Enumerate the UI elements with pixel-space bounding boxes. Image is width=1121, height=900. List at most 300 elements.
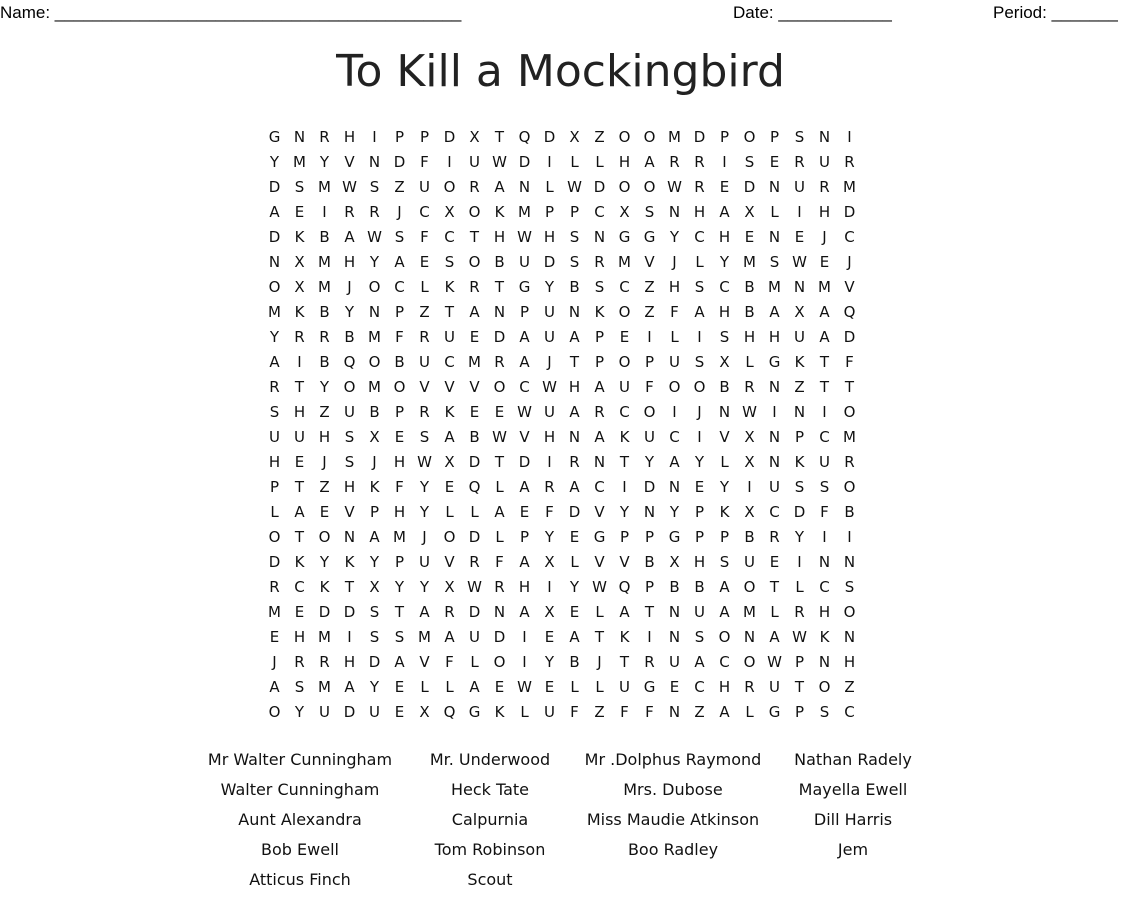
grid-letter: F xyxy=(620,702,629,721)
grid-letter: H xyxy=(343,477,356,496)
grid-letter: K xyxy=(319,577,330,596)
grid-letter: V xyxy=(419,377,430,396)
grid-letter: D xyxy=(468,527,481,546)
grid-letter: V xyxy=(444,552,455,571)
grid-letter: U xyxy=(694,602,705,621)
grid-letter: O xyxy=(718,627,731,646)
grid-letter: A xyxy=(344,227,355,246)
grid-letter: O xyxy=(743,652,756,671)
grid-letter: N xyxy=(768,377,781,396)
grid-letter: Y xyxy=(419,502,430,521)
grid-letter: T xyxy=(494,452,505,471)
grid-letter: Z xyxy=(694,702,705,721)
grid-letter: E xyxy=(419,252,430,271)
grid-letter: A xyxy=(694,652,705,671)
grid-letter: H xyxy=(543,227,556,246)
grid-letter: U xyxy=(269,427,280,446)
grid-letter: S xyxy=(694,277,705,296)
grid-letter: R xyxy=(644,652,655,671)
grid-letter: E xyxy=(569,602,580,621)
grid-letter: A xyxy=(519,352,530,371)
grid-letter: O xyxy=(443,177,456,196)
grid-letter: R xyxy=(819,177,830,196)
grid-letter: C xyxy=(444,227,455,246)
grid-letter: U xyxy=(794,327,805,346)
grid-letter: K xyxy=(619,627,630,646)
grid-letter: Y xyxy=(319,552,330,571)
grid-letter: R xyxy=(569,452,580,471)
grid-letter: S xyxy=(369,627,380,646)
grid-letter: U xyxy=(744,552,755,571)
grid-letter: H xyxy=(393,502,406,521)
grid-letter: M xyxy=(743,602,756,621)
grid-letter: M xyxy=(318,177,331,196)
period-field: Period: _______ xyxy=(993,3,1118,22)
grid-letter: L xyxy=(770,202,779,221)
grid-letter: T xyxy=(594,627,605,646)
grid-letter: K xyxy=(344,552,355,571)
grid-letter: H xyxy=(293,627,306,646)
grid-letter: X xyxy=(744,427,755,446)
word-bank-item: Bob Ewell xyxy=(261,840,339,859)
grid-letter: Y xyxy=(794,527,805,546)
grid-letter: R xyxy=(669,152,680,171)
grid-letter: B xyxy=(344,327,355,346)
grid-letter: M xyxy=(318,277,331,296)
grid-letter: U xyxy=(519,252,530,271)
grid-letter: C xyxy=(769,502,780,521)
grid-letter: B xyxy=(644,552,655,571)
grid-letter: B xyxy=(744,302,755,321)
grid-letter: W xyxy=(517,227,532,246)
grid-letter: H xyxy=(818,602,831,621)
grid-letter: Z xyxy=(644,277,655,296)
grid-letter: P xyxy=(394,302,405,321)
grid-letter: O xyxy=(443,527,456,546)
grid-letter: O xyxy=(643,177,656,196)
grid-letter: D xyxy=(368,652,381,671)
grid-letter: S xyxy=(819,702,830,721)
grid-letter: H xyxy=(343,252,356,271)
grid-letter: S xyxy=(294,677,305,696)
grid-letter: V xyxy=(644,252,655,271)
grid-letter: T xyxy=(794,677,805,696)
grid-letter: U xyxy=(669,352,680,371)
grid-letter: T xyxy=(569,352,580,371)
grid-letter: D xyxy=(518,152,531,171)
grid-letter: P xyxy=(794,427,805,446)
grid-letter: D xyxy=(318,602,331,621)
grid-letter: O xyxy=(668,377,681,396)
grid-letter: P xyxy=(519,302,530,321)
word-bank-item: Mr .Dolphus Raymond xyxy=(584,750,762,769)
grid-letter: K xyxy=(619,427,630,446)
grid-letter: C xyxy=(394,277,405,296)
grid-letter: N xyxy=(843,552,856,571)
grid-letter: Y xyxy=(344,302,355,321)
grid-letter: R xyxy=(844,152,855,171)
grid-letter: R xyxy=(494,352,505,371)
grid-letter: F xyxy=(395,327,404,346)
grid-letter: A xyxy=(269,202,280,221)
grid-letter: H xyxy=(818,202,831,221)
grid-letter: R xyxy=(294,327,305,346)
page-title: To Kill a Mockingbird xyxy=(336,46,785,97)
grid-letter: E xyxy=(269,627,280,646)
grid-letter: A xyxy=(694,302,705,321)
grid-letter: E xyxy=(744,227,755,246)
grid-letter: E xyxy=(469,402,480,421)
grid-letter: C xyxy=(819,577,830,596)
grid-letter: A xyxy=(644,152,655,171)
grid-letter: M xyxy=(768,277,781,296)
grid-letter: Y xyxy=(294,702,305,721)
grid-letter: S xyxy=(594,277,605,296)
grid-letter: V xyxy=(719,427,730,446)
grid-letter: M xyxy=(293,152,306,171)
grid-letter: V xyxy=(594,552,605,571)
grid-letter: O xyxy=(318,527,331,546)
grid-letter: R xyxy=(594,252,605,271)
date-field: Date: ____________ xyxy=(733,3,892,22)
grid-letter: D xyxy=(543,252,556,271)
grid-letter: N xyxy=(368,302,381,321)
grid-letter: I xyxy=(522,627,527,646)
grid-letter: P xyxy=(394,552,405,571)
grid-letter: I xyxy=(347,627,352,646)
grid-letter: I xyxy=(847,527,852,546)
grid-letter: E xyxy=(519,502,530,521)
grid-letter: Y xyxy=(544,277,555,296)
grid-letter: O xyxy=(843,602,856,621)
grid-letter: T xyxy=(619,652,630,671)
grid-letter: I xyxy=(697,327,702,346)
grid-letter: E xyxy=(394,427,405,446)
grid-letter: L xyxy=(470,652,479,671)
grid-letter: M xyxy=(318,627,331,646)
grid-letter: D xyxy=(343,702,356,721)
grid-letter: U xyxy=(619,377,630,396)
grid-letter: P xyxy=(594,327,605,346)
grid-letter: L xyxy=(445,677,454,696)
grid-letter: F xyxy=(420,227,429,246)
grid-letter: D xyxy=(443,127,456,146)
grid-letter: H xyxy=(668,277,681,296)
grid-letter: M xyxy=(518,202,531,221)
grid-letter: G xyxy=(643,677,656,696)
grid-letter: W xyxy=(792,252,807,271)
grid-letter: M xyxy=(393,527,406,546)
grid-letter: I xyxy=(622,477,627,496)
grid-letter: C xyxy=(719,277,730,296)
grid-letter: D xyxy=(693,127,706,146)
grid-letter: N xyxy=(768,427,781,446)
grid-letter: S xyxy=(344,452,355,471)
grid-letter: B xyxy=(719,377,730,396)
grid-letter: P xyxy=(394,127,405,146)
grid-letter: N xyxy=(493,602,506,621)
grid-letter: G xyxy=(468,702,481,721)
grid-letter: N xyxy=(668,702,681,721)
grid-letter: X xyxy=(369,427,380,446)
grid-letter: Y xyxy=(419,577,430,596)
grid-letter: C xyxy=(419,202,430,221)
grid-letter: X xyxy=(369,577,380,596)
grid-letter: P xyxy=(644,577,655,596)
grid-letter: S xyxy=(819,477,830,496)
grid-letter: P xyxy=(369,502,380,521)
grid-letter: E xyxy=(294,452,305,471)
grid-letter: H xyxy=(518,577,531,596)
word-bank-row xyxy=(0,870,1121,900)
grid-letter: L xyxy=(745,352,754,371)
grid-letter: M xyxy=(318,677,331,696)
grid-letter: A xyxy=(569,327,580,346)
grid-letter: U xyxy=(544,702,555,721)
grid-letter: B xyxy=(744,527,755,546)
grid-letter: I xyxy=(747,477,752,496)
grid-letter: D xyxy=(393,152,406,171)
grid-letter: P xyxy=(794,652,805,671)
grid-letter: O xyxy=(643,127,656,146)
grid-letter: E xyxy=(544,627,555,646)
grid-letter: H xyxy=(343,127,356,146)
grid-letter: B xyxy=(369,402,380,421)
grid-letter: Y xyxy=(319,377,330,396)
grid-letter: T xyxy=(619,452,630,471)
grid-letter: Y xyxy=(644,452,655,471)
grid-letter: X xyxy=(469,127,480,146)
grid-letter: P xyxy=(269,477,280,496)
grid-letter: H xyxy=(268,452,281,471)
grid-letter: B xyxy=(319,352,330,371)
grid-letter: W xyxy=(367,227,382,246)
grid-letter: X xyxy=(744,202,755,221)
grid-letter: N xyxy=(668,627,681,646)
grid-letter: Z xyxy=(594,702,605,721)
letter-grid xyxy=(262,124,862,724)
grid-letter: P xyxy=(644,352,655,371)
grid-letter: H xyxy=(293,402,306,421)
grid-letter: W xyxy=(767,652,782,671)
grid-letter: B xyxy=(694,577,705,596)
grid-letter: M xyxy=(618,252,631,271)
grid-letter: A xyxy=(569,477,580,496)
grid-letter: S xyxy=(744,152,755,171)
grid-letter: D xyxy=(793,502,806,521)
grid-letter: R xyxy=(469,552,480,571)
grid-letter: I xyxy=(322,202,327,221)
grid-letter: R xyxy=(419,327,430,346)
grid-letter: S xyxy=(769,252,780,271)
grid-letter: D xyxy=(493,327,506,346)
grid-letter: U xyxy=(619,677,630,696)
grid-letter: Q xyxy=(618,577,631,596)
grid-letter: Z xyxy=(319,477,330,496)
grid-letter: R xyxy=(594,402,605,421)
grid-letter: S xyxy=(844,577,855,596)
grid-letter: G xyxy=(593,527,606,546)
grid-letter: M xyxy=(843,427,856,446)
grid-letter: A xyxy=(769,627,780,646)
grid-letter: U xyxy=(419,177,430,196)
grid-letter: H xyxy=(493,227,506,246)
grid-letter: Z xyxy=(844,677,855,696)
grid-letter: F xyxy=(645,377,654,396)
grid-letter: W xyxy=(417,452,432,471)
grid-letter: R xyxy=(769,527,780,546)
grid-letter: P xyxy=(619,527,630,546)
grid-letter: A xyxy=(719,202,730,221)
grid-letter: Y xyxy=(369,252,380,271)
grid-letter: T xyxy=(294,377,305,396)
word-bank-item: Atticus Finch xyxy=(249,870,351,889)
grid-letter: L xyxy=(270,502,279,521)
grid-letter: W xyxy=(667,177,682,196)
grid-letter: F xyxy=(395,477,404,496)
grid-letter: B xyxy=(394,352,405,371)
word-bank-row xyxy=(0,840,1121,870)
grid-letter: D xyxy=(593,177,606,196)
grid-letter: I xyxy=(822,402,827,421)
grid-letter: W xyxy=(467,577,482,596)
grid-letter: K xyxy=(444,277,455,296)
word-bank-item: Mrs. Dubose xyxy=(623,780,723,799)
grid-letter: U xyxy=(819,452,830,471)
grid-letter: H xyxy=(543,427,556,446)
grid-letter: L xyxy=(520,702,529,721)
grid-letter: L xyxy=(720,452,729,471)
grid-letter: H xyxy=(718,302,731,321)
grid-letter: R xyxy=(319,327,330,346)
grid-letter: A xyxy=(569,402,580,421)
grid-letter: A xyxy=(369,527,380,546)
grid-letter: J xyxy=(847,252,852,271)
grid-letter: R xyxy=(794,602,805,621)
grid-letter: L xyxy=(795,577,804,596)
grid-letter: P xyxy=(719,527,730,546)
word-bank-item: Heck Tate xyxy=(450,780,530,799)
grid-letter: W xyxy=(492,427,507,446)
grid-letter: W xyxy=(517,677,532,696)
grid-letter: V xyxy=(469,377,480,396)
grid-letter: T xyxy=(844,377,855,396)
grid-letter: N xyxy=(518,177,531,196)
word-bank-item: Mr Walter Cunningham xyxy=(207,750,393,769)
grid-letter: G xyxy=(768,352,781,371)
grid-letter: Q xyxy=(443,702,456,721)
grid-letter: N xyxy=(568,302,581,321)
grid-letter: E xyxy=(294,602,305,621)
grid-letter: D xyxy=(843,202,856,221)
grid-letter: X xyxy=(544,602,555,621)
grid-letter: E xyxy=(794,227,805,246)
grid-letter: N xyxy=(493,302,506,321)
grid-letter: T xyxy=(394,602,405,621)
grid-letter: Y xyxy=(369,677,380,696)
grid-letter: T xyxy=(444,302,455,321)
grid-letter: L xyxy=(420,677,429,696)
grid-letter: O xyxy=(468,252,481,271)
grid-letter: O xyxy=(643,402,656,421)
word-bank-item: Calpurnia xyxy=(451,810,529,829)
grid-letter: U xyxy=(344,402,355,421)
grid-letter: Y xyxy=(544,652,555,671)
grid-letter: Q xyxy=(468,477,481,496)
grid-letter: K xyxy=(794,452,805,471)
grid-letter: A xyxy=(394,252,405,271)
word-bank-item: Mayella Ewell xyxy=(798,780,908,799)
grid-letter: R xyxy=(369,202,380,221)
grid-letter: O xyxy=(368,352,381,371)
word-bank-item: Aunt Alexandra xyxy=(238,810,362,829)
grid-letter: Z xyxy=(594,127,605,146)
grid-letter: B xyxy=(669,577,680,596)
grid-letter: K xyxy=(444,402,455,421)
grid-letter: X xyxy=(719,352,730,371)
grid-letter: I xyxy=(797,202,802,221)
grid-letter: S xyxy=(394,627,405,646)
grid-letter: A xyxy=(594,427,605,446)
grid-letter: S xyxy=(294,177,305,196)
grid-letter: C xyxy=(719,652,730,671)
grid-letter: A xyxy=(594,377,605,396)
grid-letter: K xyxy=(294,552,305,571)
grid-letter: R xyxy=(269,577,280,596)
grid-letter: A xyxy=(519,327,530,346)
grid-letter: Z xyxy=(644,302,655,321)
grid-letter: P xyxy=(694,527,705,546)
grid-letter: W xyxy=(542,377,557,396)
grid-letter: A xyxy=(519,602,530,621)
grid-letter: S xyxy=(719,327,730,346)
grid-letter: O xyxy=(743,577,756,596)
grid-letter: P xyxy=(694,502,705,521)
grid-letter: K xyxy=(369,477,380,496)
grid-letter: T xyxy=(819,352,830,371)
grid-letter: B xyxy=(319,227,330,246)
grid-letter: B xyxy=(319,302,330,321)
grid-letter: S xyxy=(719,552,730,571)
grid-letter: M xyxy=(418,627,431,646)
grid-letter: T xyxy=(769,577,780,596)
grid-letter: M xyxy=(818,277,831,296)
grid-letter: O xyxy=(618,177,631,196)
grid-letter: H xyxy=(693,552,706,571)
grid-letter: G xyxy=(268,127,281,146)
grid-letter: V xyxy=(619,552,630,571)
grid-letter: X xyxy=(544,552,555,571)
grid-letter: L xyxy=(595,152,604,171)
grid-letter: F xyxy=(445,652,454,671)
grid-letter: R xyxy=(744,377,755,396)
grid-letter: J xyxy=(272,652,277,671)
grid-letter: S xyxy=(269,402,280,421)
grid-letter: R xyxy=(844,452,855,471)
grid-letter: V xyxy=(344,152,355,171)
grid-letter: J xyxy=(672,252,677,271)
grid-letter: W xyxy=(742,402,757,421)
grid-letter: N xyxy=(768,227,781,246)
grid-letter: R xyxy=(794,152,805,171)
grid-letter: C xyxy=(594,202,605,221)
word-bank-item: Miss Maudie Atkinson xyxy=(586,810,760,829)
grid-letter: E xyxy=(669,677,680,696)
grid-letter: E xyxy=(769,552,780,571)
grid-letter: I xyxy=(797,552,802,571)
grid-letter: M xyxy=(268,602,281,621)
grid-letter: X xyxy=(619,202,630,221)
